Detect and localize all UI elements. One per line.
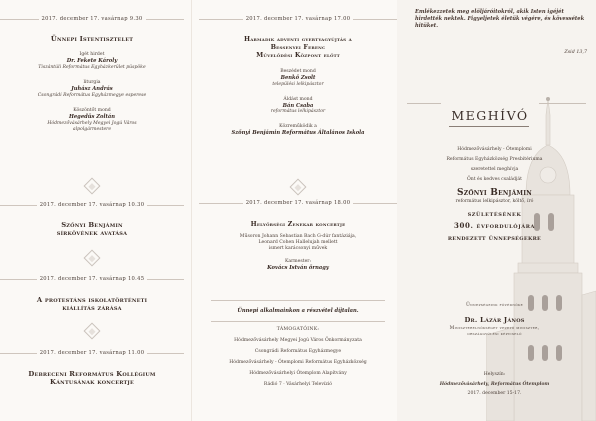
person-role: református lelkipásztor — [270, 109, 326, 115]
event-date: 2017. december 17. vasárnap 10.30 — [39, 202, 145, 208]
person-name: Juhász András — [71, 86, 113, 93]
venue-name: Hódmezővásárhely, Református Ótemplom — [439, 381, 550, 387]
heading-rule — [407, 103, 441, 104]
event-title: Ünnepi Istentisztelet — [50, 35, 134, 43]
event-title: sírkövének avatása — [56, 229, 128, 238]
event-title: A protestáns iskolatörténeti — [36, 296, 148, 304]
event-date: 2017. december 17. vasárnap 9.30 — [41, 16, 143, 22]
inviter-text: Önt és kedves családját — [467, 176, 522, 182]
person-name: Bán Csaba — [282, 102, 314, 109]
event-date: 2017. december 17. vasárnap 10.45 — [39, 276, 145, 282]
event-exhibition — [0, 276, 184, 313]
heading-rule — [539, 103, 586, 104]
supporter-item: Hódmezővásárhely - Ótemplomi Református Egyházközség — [229, 359, 367, 365]
program-column-left — [0, 0, 184, 421]
role-label: liturgia — [83, 80, 101, 86]
event-title: Kántusának koncertje — [50, 378, 134, 387]
person-name: Hegedűs Zoltán — [68, 113, 115, 120]
diamond-ornament-icon — [290, 179, 307, 196]
event-date: 2017. december 17. vasárnap 11.00 — [39, 350, 145, 356]
role-label: Áldást mond — [283, 96, 313, 102]
patron — [427, 303, 562, 338]
divider — [211, 300, 385, 301]
event-gravestone — [0, 202, 184, 238]
patron-label: Ünnepségeink fővédnöke — [465, 303, 524, 308]
honoree-name: Szőnyi Benjámin — [457, 187, 532, 198]
occasion-line: 300. évfordulójára — [454, 220, 535, 230]
venue — [427, 372, 562, 397]
bible-reference: Zsid 13,7 — [564, 50, 587, 55]
invitation-heading: MEGHÍVÓ — [451, 108, 529, 123]
fold-line-1 — [191, 0, 192, 421]
supporters — [199, 327, 397, 388]
patron-role: országgyűlési képviselő — [467, 332, 522, 338]
heading-underline — [449, 126, 529, 127]
event-title: Művelődési Központ előtt — [256, 51, 340, 59]
role-label: Karmester: — [284, 258, 312, 264]
supporter-item: Rádió 7 · Vásárhelyi Televízió — [263, 381, 333, 387]
occasion-line: rendezett ünnepségekre — [447, 232, 542, 242]
role-label: Köszöntőt mond — [73, 107, 111, 113]
person-role: Csongrádi Református Egyházmegye esperese — [37, 92, 147, 98]
event-choir — [0, 350, 184, 387]
event-date: 2017. december 17. vasárnap 17.00 — [245, 16, 351, 22]
supporter-item: Hódmezővásárhely Megyei Jogú Város Önkormányzata — [234, 337, 362, 343]
event-title: Helyőrségi Zenekar koncertje — [250, 220, 346, 228]
divider — [211, 321, 385, 322]
person-role: Hódmezővásárhely Megyei Jogú Város — [47, 120, 137, 126]
patron-name: Dr. Lázár János — [464, 315, 525, 324]
person-role: települési lelkipásztor — [272, 81, 324, 87]
person-name: Kovács István őrnagy — [267, 264, 329, 271]
event-title: Harmadik adventi gyertyagyújtás a — [243, 35, 352, 43]
event-worship — [0, 16, 184, 133]
role-label: Közreműködik a — [279, 124, 317, 130]
event-title: Debreceni Református Kollégium — [28, 370, 156, 378]
event-title: Bessenyei Ferenc — [270, 43, 326, 51]
bible-quote: Emlékezzetek meg elöljáróitokról, akik Isten igéjét hirdették nektek. Figyeljetek életük végére, és kövessétek hitüket. — [415, 9, 585, 29]
person-role: Tiszántúli Református Egyházkerület püspöke — [38, 65, 146, 71]
program-text: Műsoron Johann Sebastian Bach G-dúr fantáziája, — [239, 234, 357, 239]
diamond-ornament-icon — [84, 250, 101, 267]
honoree-role: református lelkipásztor, költő, író — [455, 199, 534, 205]
free-entry-note: Ünnepi alkalmainkon a részvétel díjtalan. — [237, 308, 359, 314]
event-advent — [199, 16, 397, 137]
event-concert — [199, 200, 397, 272]
school-name: Szőnyi Benjámin Református Általános Iskola — [231, 130, 365, 137]
inviter — [427, 147, 562, 242]
role-label: Beszédet mond — [280, 69, 316, 74]
event-title: kiállítás zárása — [62, 304, 122, 313]
diamond-ornament-icon — [84, 178, 101, 195]
role-label: Igét hirdet — [79, 52, 105, 58]
diamond-ornament-icon — [84, 323, 101, 340]
event-dates: 2017. december 15-17. — [467, 390, 522, 396]
inviter-text: Református Egyházközség Presbitériuma — [446, 156, 543, 162]
patron-role: Miniszterelnökséget vezető miniszter, — [449, 326, 540, 332]
event-date: 2017. december 17. vasárnap 18.00 — [245, 200, 351, 206]
event-title: Szőnyi Benjámin — [61, 221, 123, 229]
supporter-item: Csongrádi Református Egyházmegye — [254, 348, 342, 354]
supporters-label: TÁMOGATÓINK: — [276, 327, 320, 332]
program-column-middle — [199, 0, 397, 421]
venue-label: Helyszín: — [483, 372, 506, 377]
program-text: Leonard Cohen Hallelujah mellett — [258, 239, 338, 245]
invitation-cover — [397, 0, 596, 421]
inviter-text: Hódmezővásárhely - Ótemplomi — [457, 147, 532, 152]
program-text: ismert karácsonyi művek — [268, 245, 328, 251]
person-name: Dr. Fekete Károly — [66, 58, 118, 65]
person-role: alpolgármestere — [72, 126, 112, 132]
person-name: Benkő Zsolt — [280, 74, 316, 81]
supporter-item: Hódmezővásárhelyi Ótemplom Alapítvány — [249, 370, 347, 376]
inviter-text: szeretettel meghívja — [470, 166, 519, 172]
occasion-line: születésének — [467, 209, 522, 219]
